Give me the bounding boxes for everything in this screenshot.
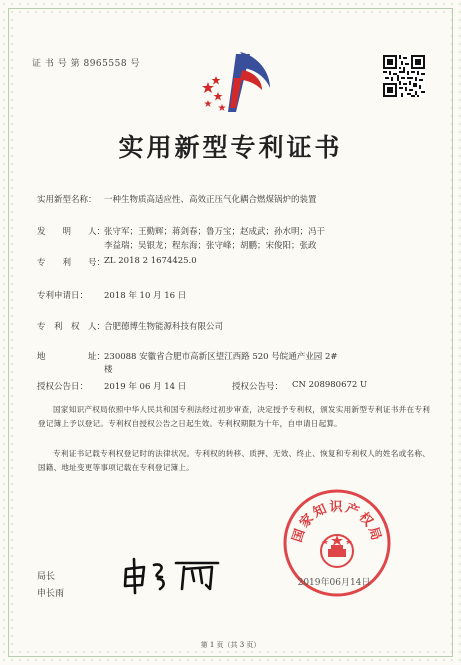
filing-date-label: 专利申请日： bbox=[37, 291, 89, 301]
inventor-value-line2: 李益瑞；吴银龙；程东海；张守峰；胡鹏；宋俊阳；张政 bbox=[104, 241, 317, 251]
grant-date-value: 2019 年 06 月 14 日 bbox=[104, 382, 187, 392]
patent-number-value: ZL 2018 2 1674425.0 bbox=[104, 256, 197, 266]
signatory-title: 局长 bbox=[37, 572, 56, 582]
utility-name-value: 一种生物质高适应性、高效正压气化耦合燃煤锅炉的装置 bbox=[104, 195, 317, 205]
address-value-line2: 楼 bbox=[104, 365, 113, 375]
address-label: 地 址： bbox=[37, 352, 106, 362]
filing-date-value: 2018 年 10 月 16 日 bbox=[104, 291, 187, 301]
grant-date-label: 授权公告日： bbox=[37, 382, 89, 392]
svg-text:国家知识产权局: 国家知识产权局 bbox=[289, 500, 385, 545]
official-seal-stamp bbox=[281, 487, 393, 599]
body-paragraph-2: 专利证书记载专利权登记时的法律状况。专利权的转移、质押、无效、终止、恢复和专利权人的姓名或名称、国籍、地址变更等事项记载在专利登记簿上。 bbox=[38, 449, 430, 472]
signatory-name: 申长雨 bbox=[37, 589, 65, 599]
certificate-number: 证 书 号 第 8965558 号 bbox=[32, 59, 140, 69]
patent-number-label: 专 利 号： bbox=[37, 258, 106, 268]
patentee-label: 专 利 权 人： bbox=[37, 322, 106, 332]
address-value-line1: 230088 安徽省合肥市高新区望江西路 520 号皖通产业园 2# bbox=[104, 352, 338, 362]
utility-name-label: 实用新型名称： bbox=[37, 195, 97, 205]
national-emblem-icon bbox=[321, 535, 353, 567]
qr-code-icon bbox=[383, 55, 425, 97]
cnipa-logo-icon bbox=[196, 48, 276, 116]
inventor-label: 发 明 人： bbox=[37, 227, 106, 237]
inventor-value-line1: 张守军；王勤辉；蒋剑春；鲁万宝；赵成武；孙水明；冯干 bbox=[104, 227, 326, 237]
body-paragraph-1: 国家知识产权局依照中华人民共和国专利法经过初步审查，决定授予专利权，颁发实用新型专利证书并在专利登记簿上予以登记。专利权自授权公告之日起生效。专利权期限为十年，自申请日起算。 bbox=[38, 405, 430, 428]
patentee-value: 合肥德博生物能源科技有限公司 bbox=[104, 322, 224, 332]
grant-number-value: CN 208980672 U bbox=[292, 380, 368, 390]
certificate-title: 实用新型专利证书 bbox=[118, 133, 343, 162]
svg-text:2019年06月14日: 2019年06月14日 bbox=[297, 578, 371, 588]
handwritten-signature bbox=[120, 555, 225, 595]
svg-text:申长雨: 申长雨 bbox=[160, 577, 163, 578]
page-indicator: 第 1 页（共 3 页） bbox=[200, 641, 261, 649]
grant-number-label: 授权公告号： bbox=[232, 382, 284, 392]
